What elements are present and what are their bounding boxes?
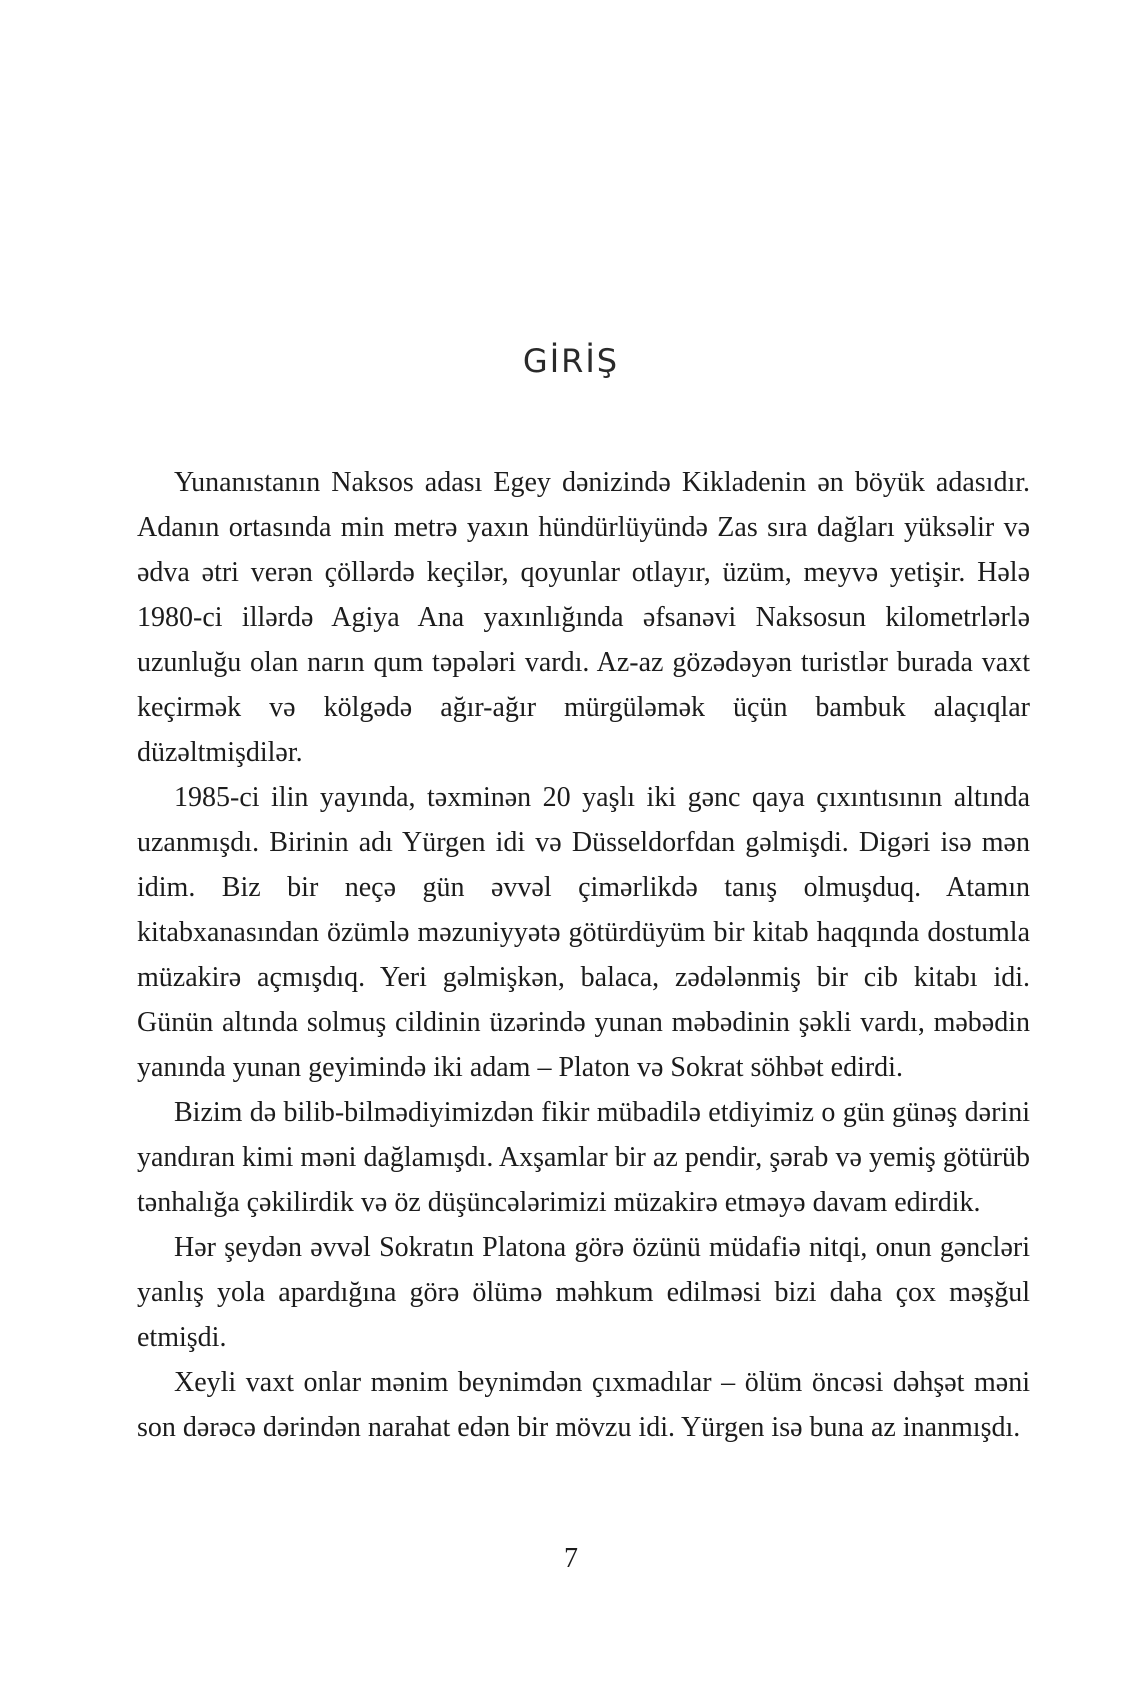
paragraph-3: Bizim də bilib-bilmədiyimizdən fikir mübadilə etdiyimiz o gün günəş dərini yandıran kimi məni dağlamışdı. Axşamlar bir az pendir, şərab və yemiş götürüb tənhalığa çəkilirdik və öz düşüncələrimizi müzakirə etməyə davam edirdik. (137, 1097, 1030, 1218)
paragraph-1: Yunanıstanın Naksos adası Egey dənizində Kikladenin ən böyük adasıdır. Adanın ortasında min metrə yaxın hündürlüyündə Zas sıra dağları yüksəlir və ədva ətri verən çöllərdə keçilər, qoyunlar otlayır, üzüm, meyvə yetişir. Hələ 1980-ci illərdə Agiya Ana yaxınlığında əfsanəvi Naksosun kilometrlərlə uzunluğu olan narın qum təpələri vardı. Az-az gözədəyən turistlər burada vaxt keçirmək və kölgədə ağır-ağır mürgüləmək üçün bambuk alaçıqlar düzəltmişdilər. (137, 467, 1030, 768)
paragraph-5: Xeyli vaxt onlar mənim beynimdən çıxmadılar – ölüm öncəsi dəhşət məni son dərəcə dərindən narahat edən bir mövzu idi. Yürgen isə buna az inanmışdı. (137, 1367, 1030, 1443)
page-number: 7 (564, 1543, 578, 1574)
paragraph-2: 1985-ci ilin yayında, təxminən 20 yaşlı iki gənc qaya çıxıntısının altında uzanmışdı. Birinin adı Yürgen idi və Düsseldorfdan gəlmişdi. Digəri isə mən idim. Biz bir neçə gün əvvəl çimərlikdə tanış olmuşduq. Atamın kitabxanasından özümlə məzuniyyətə götürdüyüm bir kitab haqqında dostumla müzakirə açmışdıq. Yeri gəlmişkən, balaca, zədələnmiş bir cib kitabı idi. Günün altında solmuş cildinin üzərində yunan məbədinin şəkli vardı, məbədin yanında yunan geyimində iki adam – Platon və Sokrat söhbət edirdi. (137, 782, 1030, 1083)
chapter-body (137, 460, 1030, 1450)
chapter-title: GİRİŞ (522, 342, 620, 380)
paragraph-4: Hər şeydən əvvəl Sokratın Platona görə özünü müdafiə nitqi, onun gəncləri yanlış yola apardığına görə ölümə məhkum edilməsi bizi daha çox məşğul etmişdi. (137, 1232, 1030, 1353)
